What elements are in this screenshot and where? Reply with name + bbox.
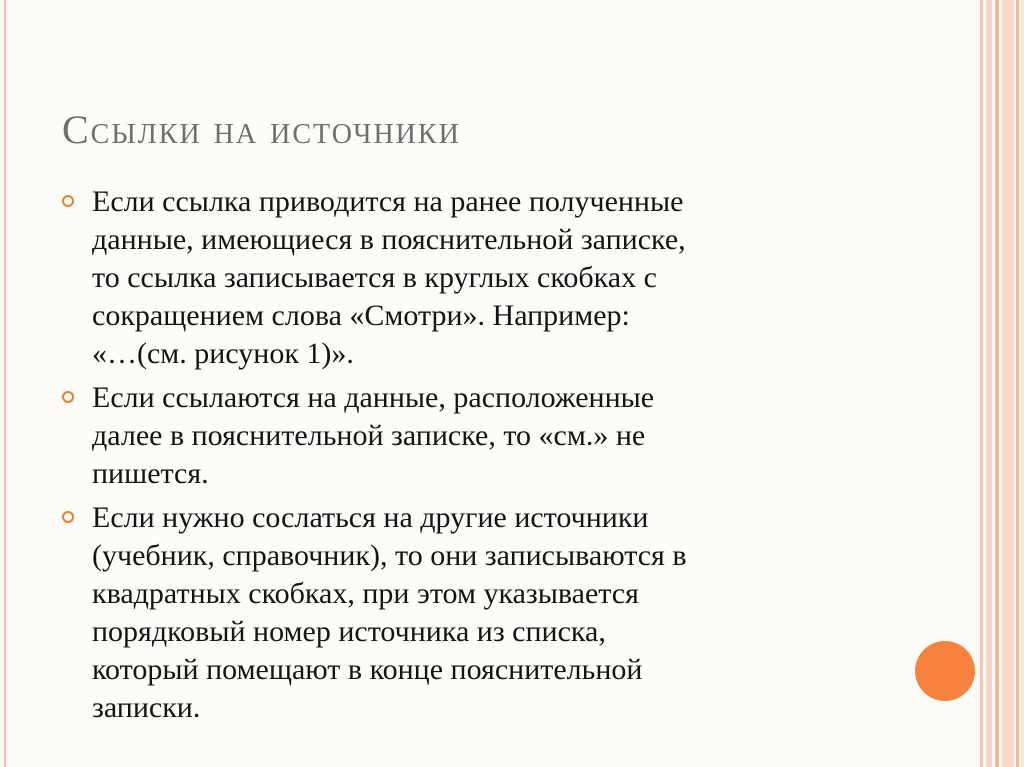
slide-title: Ссылки на источники	[62, 107, 461, 152]
hollow-circle-bullet-icon	[62, 391, 74, 403]
bullet-line: порядковый номер источника из списка,	[92, 615, 606, 648]
right-stripe	[1016, 0, 1019, 767]
bullet-line: Если нужно сослаться на другие источники	[92, 501, 649, 534]
bullet-line: далее в пояснительной записке, то «см.» не	[92, 419, 646, 452]
bullet-item	[60, 499, 880, 727]
right-stripe	[980, 0, 983, 767]
bullet-line: сокращением слова «Смотри». Например:	[92, 299, 630, 332]
orange-circle-decoration	[915, 641, 975, 701]
bullet-item	[60, 183, 880, 373]
bullet-line: то ссылка записывается в круглых скобках с	[92, 261, 657, 294]
bullet-line: который помещают в конце пояснительной	[92, 653, 643, 686]
right-stripe	[986, 0, 992, 767]
right-stripe	[995, 0, 999, 767]
bullet-line: (учебник, справочник), то они записываются в	[92, 539, 687, 572]
bullet-list	[60, 183, 880, 733]
bullet-line: Если ссылка приводится на ранее полученные	[92, 185, 684, 218]
bullet-line: «…(см. рисунок 1)».	[92, 337, 354, 370]
bullet-line: квадратных скобках, при этом указывается	[92, 577, 639, 610]
bullet-line: пишется.	[92, 457, 209, 490]
bullet-item	[60, 379, 880, 493]
right-stripe	[1002, 0, 1014, 767]
bullet-line: записки.	[92, 691, 201, 724]
hollow-circle-bullet-icon	[62, 195, 74, 207]
bullet-line: Если ссылаются на данные, расположенные	[92, 381, 655, 414]
left-border-line	[4, 0, 6, 767]
bullet-line: данные, имеющиеся в пояснительной записке,	[92, 223, 686, 256]
hollow-circle-bullet-icon	[62, 511, 74, 523]
